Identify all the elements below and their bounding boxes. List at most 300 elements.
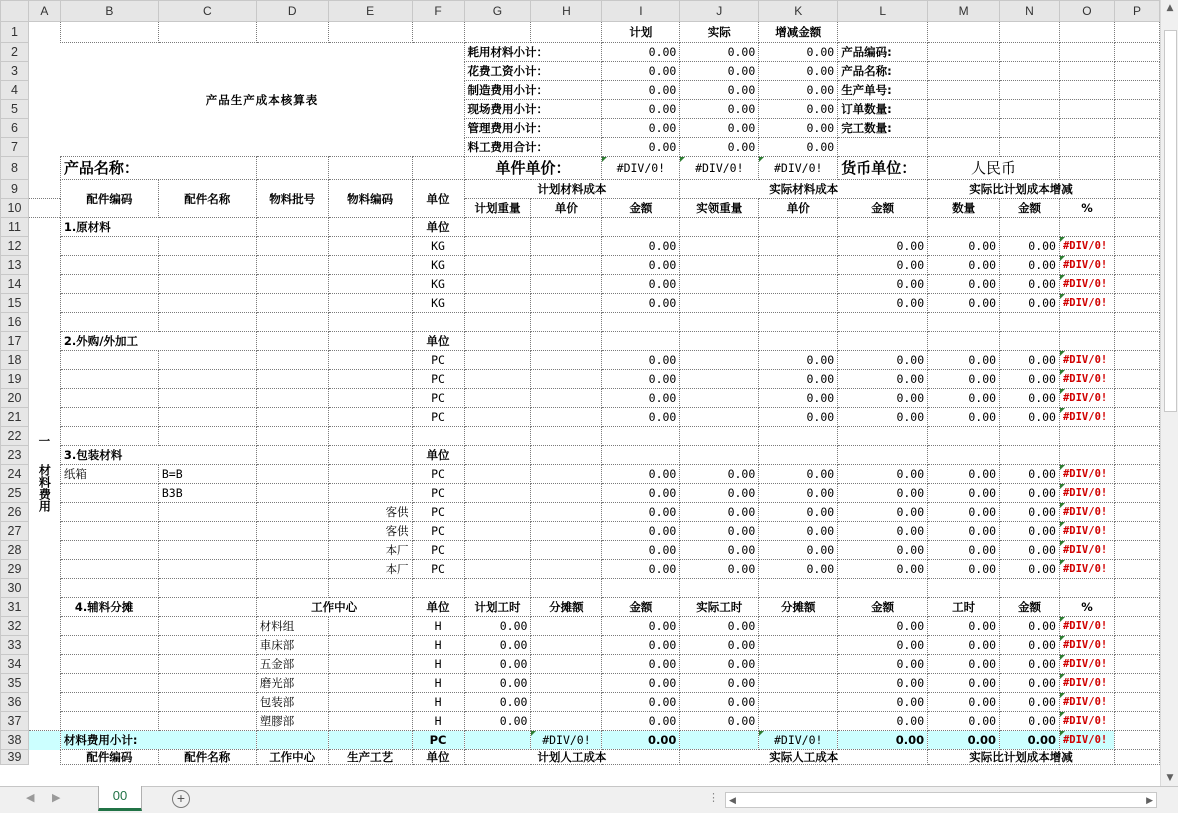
- plan-amount[interactable]: 0.00: [602, 541, 680, 560]
- vs-pct[interactable]: #DIV/0!: [1059, 256, 1114, 275]
- vs-hours[interactable]: 0.00: [928, 617, 1000, 636]
- cell[interactable]: [1000, 446, 1060, 465]
- vs-pct[interactable]: #DIV/0!: [1059, 370, 1114, 389]
- cell[interactable]: [60, 693, 158, 712]
- work-center-cell[interactable]: 包装部: [256, 693, 328, 712]
- summary-plan[interactable]: 0.00: [602, 138, 680, 157]
- summary-actual[interactable]: 0.00: [680, 81, 759, 100]
- cell[interactable]: [464, 22, 531, 43]
- cell[interactable]: [531, 351, 602, 370]
- col-actual-amount[interactable]: 金额: [838, 199, 928, 218]
- vs-pct[interactable]: #DIV/0!: [1059, 560, 1114, 579]
- cell[interactable]: [759, 446, 838, 465]
- row-header[interactable]: 28: [1, 541, 29, 560]
- cell[interactable]: [1114, 674, 1159, 693]
- row-header[interactable]: 4: [1, 81, 29, 100]
- actual-amount[interactable]: 0.00: [838, 484, 928, 503]
- cell[interactable]: [680, 370, 759, 389]
- row-header[interactable]: 38: [1, 731, 29, 750]
- cell[interactable]: [464, 218, 531, 237]
- scroll-left-icon[interactable]: ◀: [729, 795, 736, 805]
- scroll-down-icon[interactable]: ▼: [1166, 773, 1174, 783]
- cell[interactable]: [1059, 62, 1114, 81]
- vs-amount[interactable]: 0.00: [1000, 503, 1060, 522]
- cell[interactable]: [158, 427, 256, 446]
- vs-amount[interactable]: 0.00: [1000, 617, 1060, 636]
- subtotal-actual-alloc[interactable]: #DIV/0!: [759, 731, 838, 750]
- cell[interactable]: [1114, 389, 1159, 408]
- cell[interactable]: [256, 351, 328, 370]
- cell[interactable]: [60, 275, 158, 294]
- group-plan-cost[interactable]: 计划材料成本: [464, 180, 680, 199]
- cell[interactable]: [1000, 119, 1060, 138]
- plan-amount[interactable]: 0.00: [602, 389, 680, 408]
- cell[interactable]: [60, 22, 158, 43]
- plan-amount[interactable]: 0.00: [602, 294, 680, 313]
- summary-plan[interactable]: 0.00: [602, 119, 680, 138]
- row-header[interactable]: 3: [1, 62, 29, 81]
- cell[interactable]: [759, 332, 838, 351]
- cell[interactable]: [328, 617, 412, 636]
- cell[interactable]: [256, 522, 328, 541]
- vs-pct[interactable]: #DIV/0!: [1059, 294, 1114, 313]
- vs-qty[interactable]: 0.00: [928, 389, 1000, 408]
- cell[interactable]: [1114, 446, 1159, 465]
- summary-diff[interactable]: 0.00: [759, 81, 838, 100]
- cell[interactable]: [1114, 541, 1159, 560]
- col-vs-qty[interactable]: 数量: [928, 199, 1000, 218]
- cell[interactable]: [1114, 465, 1159, 484]
- col-actual-alloc[interactable]: 分摊额: [759, 598, 838, 617]
- unit-cell[interactable]: KG: [412, 237, 464, 256]
- unit-cell[interactable]: PC: [412, 541, 464, 560]
- row-header[interactable]: 27: [1, 522, 29, 541]
- vs-amount[interactable]: 0.00: [1000, 408, 1060, 427]
- cell[interactable]: [28, 199, 60, 218]
- cell[interactable]: [328, 579, 412, 598]
- plan-hours[interactable]: 0.00: [464, 617, 531, 636]
- part-name-cell[interactable]: B3B: [158, 484, 256, 503]
- cell[interactable]: [328, 237, 412, 256]
- row-header[interactable]: 39: [1, 750, 29, 765]
- summary-label[interactable]: 管理费用小计：: [464, 119, 602, 138]
- row-header[interactable]: 10: [1, 199, 29, 218]
- cell[interactable]: [531, 237, 602, 256]
- cell[interactable]: [1000, 579, 1060, 598]
- unit-cell[interactable]: H: [412, 693, 464, 712]
- cell[interactable]: [928, 218, 1000, 237]
- summary-diff[interactable]: 0.00: [759, 100, 838, 119]
- plan-hours[interactable]: 0.00: [464, 712, 531, 731]
- select-all-corner[interactable]: [1, 1, 29, 22]
- actual-amount[interactable]: 0.00: [838, 408, 928, 427]
- actual-amount[interactable]: 0.00: [838, 237, 928, 256]
- cell[interactable]: [28, 43, 60, 62]
- col-batch[interactable]: 物料批号: [256, 180, 328, 218]
- summary-plan-header[interactable]: 计划: [602, 22, 680, 43]
- plan-amount[interactable]: 0.00: [602, 522, 680, 541]
- col-actual-amount[interactable]: 金额: [838, 598, 928, 617]
- vs-hours[interactable]: 0.00: [928, 693, 1000, 712]
- cell[interactable]: [158, 617, 256, 636]
- subtotal-vs-amount[interactable]: 0.00: [1000, 731, 1060, 750]
- cell[interactable]: [1059, 100, 1114, 119]
- cell[interactable]: [1114, 22, 1159, 43]
- row-header[interactable]: 35: [1, 674, 29, 693]
- cell[interactable]: [1059, 157, 1114, 180]
- group-labor-vs-plan[interactable]: 实际比计划成本增减: [928, 750, 1115, 765]
- cell[interactable]: [28, 138, 60, 157]
- cell[interactable]: [158, 674, 256, 693]
- work-center-cell[interactable]: 五金部: [256, 655, 328, 674]
- column-header[interactable]: J: [680, 1, 759, 22]
- column-header[interactable]: K: [759, 1, 838, 22]
- next-sheet-icon[interactable]: ▶: [52, 792, 61, 804]
- cell[interactable]: [838, 579, 928, 598]
- unit-cell[interactable]: PC: [412, 503, 464, 522]
- cell[interactable]: [28, 22, 60, 43]
- cell[interactable]: [759, 655, 838, 674]
- plan-amount[interactable]: 0.00: [602, 275, 680, 294]
- cell[interactable]: [1114, 408, 1159, 427]
- row-header[interactable]: 6: [1, 119, 29, 138]
- col-plan-amount[interactable]: 金额: [602, 598, 680, 617]
- cell[interactable]: [60, 674, 158, 693]
- cell[interactable]: [602, 446, 680, 465]
- col-plan-price[interactable]: 单价: [531, 199, 602, 218]
- cell[interactable]: [928, 100, 1000, 119]
- vs-qty[interactable]: 0.00: [928, 256, 1000, 275]
- labor-col-process[interactable]: 生产工艺: [328, 750, 412, 765]
- actual-amount[interactable]: 0.00: [838, 655, 928, 674]
- cell[interactable]: [1114, 712, 1159, 731]
- cell[interactable]: [158, 579, 256, 598]
- vs-amount[interactable]: 0.00: [1000, 275, 1060, 294]
- column-header[interactable]: I: [602, 1, 680, 22]
- cell[interactable]: [1114, 427, 1159, 446]
- cell[interactable]: [531, 427, 602, 446]
- cell[interactable]: [464, 579, 531, 598]
- work-center-cell[interactable]: 車床部: [256, 636, 328, 655]
- actual-weight[interactable]: 0.00: [680, 465, 759, 484]
- cell[interactable]: [328, 731, 412, 750]
- vs-qty[interactable]: 0.00: [928, 237, 1000, 256]
- work-center-cell[interactable]: 材料组: [256, 617, 328, 636]
- vs-pct[interactable]: #DIV/0!: [1059, 275, 1114, 294]
- cell[interactable]: [531, 712, 602, 731]
- cell[interactable]: [464, 484, 531, 503]
- vs-pct[interactable]: #DIV/0!: [1059, 237, 1114, 256]
- actual-price[interactable]: 0.00: [759, 503, 838, 522]
- actual-price[interactable]: 0.00: [759, 408, 838, 427]
- plan-amount[interactable]: 0.00: [602, 503, 680, 522]
- summary-actual[interactable]: 0.00: [680, 119, 759, 138]
- subtotal-vs-pct[interactable]: #DIV/0!: [1059, 731, 1114, 750]
- cell[interactable]: [1114, 655, 1159, 674]
- cell[interactable]: [1059, 119, 1114, 138]
- summary-label[interactable]: 制造费用小计：: [464, 81, 602, 100]
- actual-amount[interactable]: 0.00: [838, 351, 928, 370]
- subtotal-plan-alloc[interactable]: #DIV/0!: [531, 731, 602, 750]
- cell[interactable]: [1114, 560, 1159, 579]
- actual-amount[interactable]: 0.00: [838, 712, 928, 731]
- cell[interactable]: [158, 389, 256, 408]
- column-header[interactable]: O: [1059, 1, 1114, 22]
- cell[interactable]: [531, 218, 602, 237]
- labor-col-work-center[interactable]: 工作中心: [256, 750, 328, 765]
- actual-amount[interactable]: 0.00: [838, 693, 928, 712]
- plan-amount[interactable]: 0.00: [602, 237, 680, 256]
- row-header[interactable]: 18: [1, 351, 29, 370]
- subtotal-plan-amount[interactable]: 0.00: [602, 731, 680, 750]
- row-header[interactable]: 36: [1, 693, 29, 712]
- cell[interactable]: [328, 22, 412, 43]
- unit-cell[interactable]: PC: [412, 522, 464, 541]
- vs-pct[interactable]: #DIV/0!: [1059, 522, 1114, 541]
- cell[interactable]: [531, 465, 602, 484]
- summary-label[interactable]: 料工费用合计：: [464, 138, 602, 157]
- cell[interactable]: [759, 218, 838, 237]
- actual-weight[interactable]: 0.00: [680, 560, 759, 579]
- cell[interactable]: [412, 22, 464, 43]
- cell[interactable]: [328, 674, 412, 693]
- cell[interactable]: [256, 294, 328, 313]
- cell[interactable]: [328, 370, 412, 389]
- actual-hours[interactable]: 0.00: [680, 636, 759, 655]
- cell[interactable]: [531, 693, 602, 712]
- cell[interactable]: [1114, 332, 1159, 351]
- actual-amount[interactable]: 0.00: [838, 522, 928, 541]
- cell[interactable]: [256, 256, 328, 275]
- col-vs-amount[interactable]: 金额: [1000, 598, 1060, 617]
- row-header[interactable]: 15: [1, 294, 29, 313]
- column-header[interactable]: H: [531, 1, 602, 22]
- cell[interactable]: [464, 351, 531, 370]
- cell[interactable]: [464, 256, 531, 275]
- cell[interactable]: [531, 674, 602, 693]
- cell[interactable]: [1114, 693, 1159, 712]
- column-header[interactable]: L: [838, 1, 928, 22]
- cell[interactable]: [158, 22, 256, 43]
- cell[interactable]: [158, 275, 256, 294]
- col-plan-hours[interactable]: 计划工时: [464, 598, 531, 617]
- cell[interactable]: [1114, 81, 1159, 100]
- plan-amount[interactable]: 0.00: [602, 617, 680, 636]
- cell[interactable]: [28, 180, 60, 199]
- cell[interactable]: [531, 579, 602, 598]
- cell[interactable]: [328, 275, 412, 294]
- cell[interactable]: [158, 351, 256, 370]
- cell[interactable]: [1114, 157, 1159, 180]
- actual-amount[interactable]: 0.00: [838, 636, 928, 655]
- col-vs-pct[interactable]: %: [1059, 199, 1114, 218]
- cell[interactable]: [464, 446, 531, 465]
- scroll-thumb[interactable]: [1164, 30, 1177, 412]
- actual-amount[interactable]: 0.00: [838, 674, 928, 693]
- cell[interactable]: [680, 256, 759, 275]
- cell[interactable]: [256, 275, 328, 294]
- cell[interactable]: [256, 408, 328, 427]
- plan-amount[interactable]: 0.00: [602, 560, 680, 579]
- cell[interactable]: [531, 294, 602, 313]
- cell[interactable]: [328, 332, 412, 351]
- cell[interactable]: [60, 256, 158, 275]
- split-handle-icon[interactable]: ⋮: [708, 792, 719, 804]
- vs-amount[interactable]: 0.00: [1000, 636, 1060, 655]
- plan-hours[interactable]: 0.00: [464, 693, 531, 712]
- cell[interactable]: [60, 655, 158, 674]
- summary-label[interactable]: 耗用材料小计：: [464, 43, 602, 62]
- cell[interactable]: [28, 157, 60, 180]
- row-header[interactable]: 21: [1, 408, 29, 427]
- cell[interactable]: [759, 674, 838, 693]
- vs-pct[interactable]: #DIV/0!: [1059, 712, 1114, 731]
- cell[interactable]: [1000, 81, 1060, 100]
- cell[interactable]: [838, 446, 928, 465]
- summary-label[interactable]: 现场费用小计：: [464, 100, 602, 119]
- cell[interactable]: [1059, 138, 1114, 157]
- actual-price[interactable]: 0.00: [759, 484, 838, 503]
- unit-price-actual[interactable]: #DIV/0!: [680, 157, 759, 180]
- cell[interactable]: [464, 541, 531, 560]
- cell[interactable]: [1114, 731, 1159, 750]
- cell[interactable]: [759, 313, 838, 332]
- row-header[interactable]: 24: [1, 465, 29, 484]
- actual-price[interactable]: 0.00: [759, 560, 838, 579]
- scroll-up-icon[interactable]: ▲: [1166, 3, 1174, 13]
- cell[interactable]: [680, 389, 759, 408]
- column-header[interactable]: N: [1000, 1, 1060, 22]
- vs-qty[interactable]: 0.00: [928, 465, 1000, 484]
- column-header[interactable]: M: [928, 1, 1000, 22]
- cell[interactable]: [1114, 62, 1159, 81]
- row-header[interactable]: 9: [1, 180, 29, 199]
- work-center-cell[interactable]: 塑膠部: [256, 712, 328, 731]
- unit-cell[interactable]: PC: [412, 560, 464, 579]
- cell[interactable]: [412, 157, 464, 180]
- col-material-code[interactable]: 物料编码: [328, 180, 412, 218]
- actual-hours[interactable]: 0.00: [680, 674, 759, 693]
- actual-price[interactable]: 0.00: [759, 522, 838, 541]
- cell[interactable]: [60, 712, 158, 731]
- cell[interactable]: [28, 81, 60, 100]
- cell[interactable]: [256, 218, 328, 237]
- cell[interactable]: [531, 275, 602, 294]
- unit-cell[interactable]: KG: [412, 294, 464, 313]
- summary-actual[interactable]: 0.00: [680, 43, 759, 62]
- plan-amount[interactable]: 0.00: [602, 655, 680, 674]
- cell[interactable]: [759, 617, 838, 636]
- vs-amount[interactable]: 0.00: [1000, 389, 1060, 408]
- cell[interactable]: [328, 294, 412, 313]
- prev-sheet-icon[interactable]: ◀: [26, 792, 35, 804]
- plan-amount[interactable]: 0.00: [602, 370, 680, 389]
- cell[interactable]: [158, 560, 256, 579]
- vs-qty[interactable]: 0.00: [928, 294, 1000, 313]
- cell[interactable]: [531, 22, 602, 43]
- cell[interactable]: [1000, 100, 1060, 119]
- cell[interactable]: [28, 100, 60, 119]
- cell[interactable]: [1114, 522, 1159, 541]
- unit-cell[interactable]: H: [412, 636, 464, 655]
- info-label[interactable]: 生产单号:: [838, 81, 928, 100]
- unit-cell[interactable]: PC: [412, 351, 464, 370]
- vs-hours[interactable]: 0.00: [928, 674, 1000, 693]
- cell[interactable]: [256, 579, 328, 598]
- cell[interactable]: [328, 636, 412, 655]
- summary-plan[interactable]: 0.00: [602, 81, 680, 100]
- vs-amount[interactable]: 0.00: [1000, 294, 1060, 313]
- group-actual-cost[interactable]: 实际材料成本: [680, 180, 928, 199]
- col-part-name[interactable]: 配件名称: [158, 180, 256, 218]
- add-sheet-icon[interactable]: +: [172, 790, 190, 808]
- cell[interactable]: [1114, 484, 1159, 503]
- cell[interactable]: [1114, 43, 1159, 62]
- cell[interactable]: [412, 427, 464, 446]
- cell[interactable]: [256, 503, 328, 522]
- summary-label[interactable]: 花费工资小计：: [464, 62, 602, 81]
- info-label[interactable]: 产品编码:: [838, 43, 928, 62]
- vs-qty[interactable]: 0.00: [928, 560, 1000, 579]
- unit-cell[interactable]: PC: [412, 484, 464, 503]
- cell[interactable]: [531, 522, 602, 541]
- row-header[interactable]: 16: [1, 313, 29, 332]
- vs-pct[interactable]: #DIV/0!: [1059, 693, 1114, 712]
- cell[interactable]: [531, 541, 602, 560]
- cell[interactable]: [464, 522, 531, 541]
- cell[interactable]: [28, 750, 60, 765]
- column-header[interactable]: P: [1114, 1, 1159, 22]
- vs-amount[interactable]: 0.00: [1000, 237, 1060, 256]
- cell[interactable]: [838, 218, 928, 237]
- cell[interactable]: [1059, 81, 1114, 100]
- actual-hours[interactable]: 0.00: [680, 712, 759, 731]
- col-vs-amount[interactable]: 金额: [1000, 199, 1060, 218]
- vs-qty[interactable]: 0.00: [928, 541, 1000, 560]
- unit-cell[interactable]: KG: [412, 275, 464, 294]
- row-header[interactable]: 5: [1, 100, 29, 119]
- cell[interactable]: [1059, 332, 1114, 351]
- unit-header[interactable]: 单位: [412, 332, 464, 351]
- actual-amount[interactable]: 0.00: [838, 275, 928, 294]
- cell[interactable]: [1000, 218, 1060, 237]
- vs-pct[interactable]: #DIV/0!: [1059, 484, 1114, 503]
- section-title[interactable]: 3.包装材料: [60, 446, 256, 465]
- unit-price-diff[interactable]: #DIV/0!: [759, 157, 838, 180]
- cell[interactable]: [158, 370, 256, 389]
- vs-amount[interactable]: 0.00: [1000, 484, 1060, 503]
- summary-plan[interactable]: 0.00: [602, 100, 680, 119]
- cell[interactable]: [1114, 199, 1159, 218]
- unit-price-label[interactable]: 单件单价：: [464, 157, 602, 180]
- cell[interactable]: [464, 237, 531, 256]
- cell[interactable]: [1114, 750, 1159, 765]
- cell[interactable]: [256, 313, 328, 332]
- cell[interactable]: [464, 275, 531, 294]
- cell[interactable]: [759, 275, 838, 294]
- labor-col-part-name[interactable]: 配件名称: [158, 750, 256, 765]
- cell[interactable]: [158, 408, 256, 427]
- unit-cell[interactable]: PC: [412, 389, 464, 408]
- cell[interactable]: [759, 636, 838, 655]
- actual-amount[interactable]: 0.00: [838, 560, 928, 579]
- actual-amount[interactable]: 0.00: [838, 617, 928, 636]
- cell[interactable]: [838, 22, 928, 43]
- col-actual-hours[interactable]: 实际工时: [680, 598, 759, 617]
- cell[interactable]: [60, 294, 158, 313]
- cell[interactable]: [759, 712, 838, 731]
- row-header[interactable]: 8: [1, 157, 29, 180]
